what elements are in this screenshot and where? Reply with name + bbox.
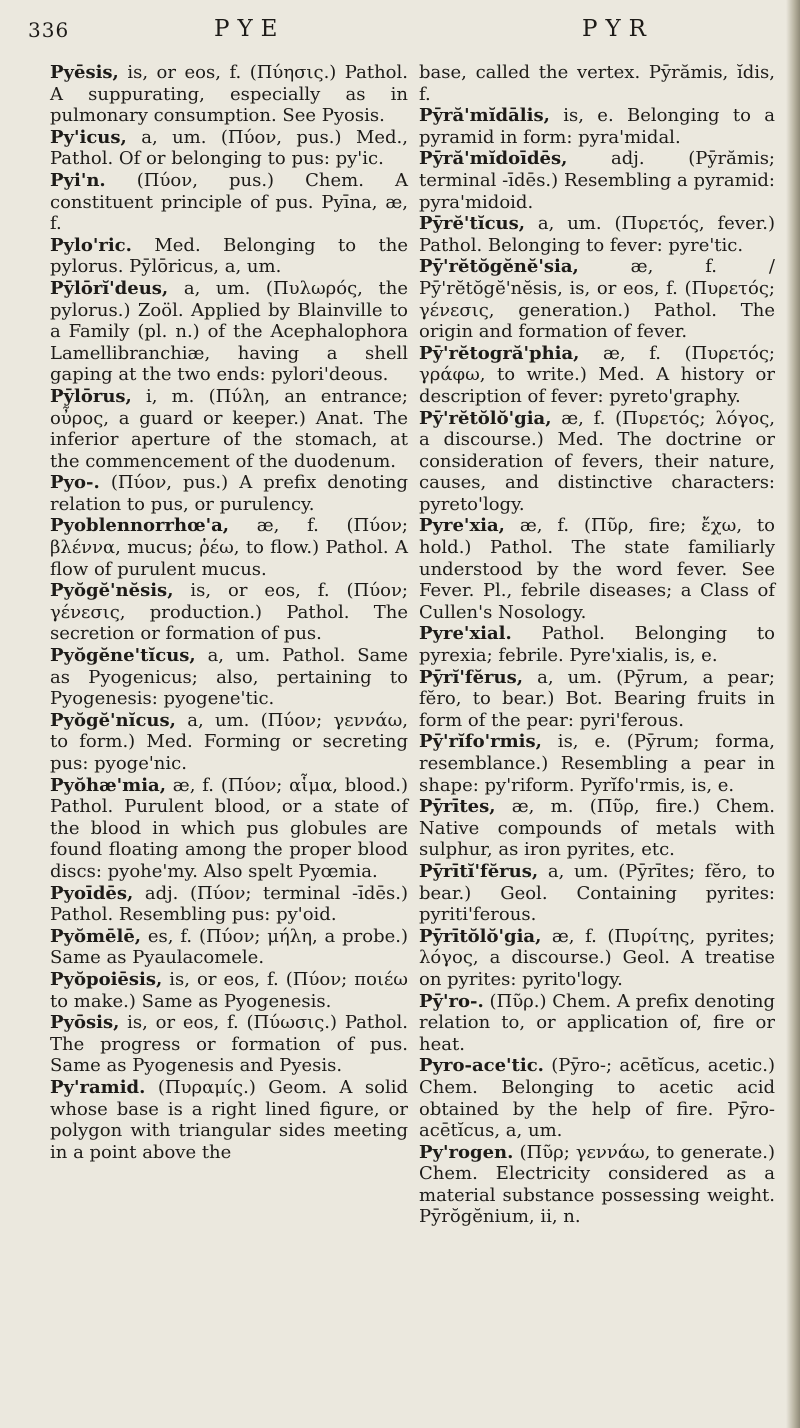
dictionary-entry — [50, 926, 408, 969]
entry-headword: Py'ramid. — [50, 1076, 146, 1098]
dictionary-entry — [419, 926, 775, 991]
entry-headword: Pȳrĕ'tĭcus, — [419, 213, 526, 235]
dictionary-entry — [419, 105, 775, 148]
dictionary-entry — [419, 1055, 775, 1141]
entry-definition: Pathol. Belonging to pyrexia; febrile. Pyre'xialis, is, e. — [419, 623, 775, 667]
dictionary-entry — [50, 170, 408, 235]
dictionary-entry — [50, 235, 408, 278]
entry-definition: base, called the vertex. Pȳrămis, ĭdis, f. — [419, 62, 775, 105]
dictionary-entry — [50, 278, 408, 386]
entry-definition: a, um. (Πυρετός, fever.) Pathol. Belonging to fever: pyre'tic. — [419, 213, 775, 256]
entry-headword: Pyo-. — [50, 472, 100, 494]
entry-definition: æ, m. (Πῦρ, fire.) Chem. Native compounds of metals with sulphur, as iron pyrites, etc. — [419, 796, 775, 861]
entry-headword: Py'icus, — [50, 126, 127, 148]
entry-definition: (Πύον, pus.) A prefix denoting relation to pus, or purulency. — [50, 472, 408, 515]
dictionary-entry — [419, 148, 775, 213]
entry-headword: Pyi'n. — [50, 169, 106, 191]
dictionary-entry — [50, 883, 408, 926]
dictionary-entry — [50, 710, 408, 775]
entry-definition: æ, f. / Pȳ'rĕtŏgĕ'nĕsis, is, or eos, f. (Πυρετός; γένεσις, generation.) Pathol. The origin and formation of fever. — [419, 256, 775, 343]
right-column — [419, 62, 775, 1228]
entry-headword: Pylo'ric. — [50, 234, 132, 256]
entry-definition: a, um. Pathol. Same as Pyogenicus; also, pertaining to Pyogenesis: pyogene'tic. — [50, 645, 408, 710]
entry-definition: is, e. Belonging to a pyramid in form: pyra'midal. — [419, 105, 775, 148]
entry-definition: es, f. (Πύον; μήλη, a probe.) Same as Pyaulacomele. — [50, 925, 408, 969]
entry-headword: Pȳră'mĭdālis, — [419, 105, 550, 127]
entry-headword: Pȳ'ro-. — [419, 990, 484, 1012]
entry-definition: (Πύον, pus.) Chem. A constituent principle of pus. Pyīna, æ, f. — [50, 169, 408, 235]
entry-definition: is, e. (Pȳrum; forma, resemblance.) Resembling a pear in shape: py'riform. Pyrĭfo'rmis, is, e. — [419, 731, 775, 796]
entry-definition: (Πυραμίς.) Geom. A solid whose base is a right lined figure, or polygon with triangular sides meeting in a point above the — [50, 1076, 408, 1163]
entry-definition: a, um. (Πύον; γεννάω, to form.) Med. Forming or secreting pus: pyoge'nic. — [50, 709, 408, 774]
entry-definition: æ, f. (Πῦρ, fire; ἔχω, to hold.) Pathol. The state familiarly understood by the word fever. See Fever. Pl., febrile diseases; a Class of Cullen's Nosology. — [419, 515, 775, 623]
entry-headword: Pȳ'rĕtŏgĕnĕ'sia, — [419, 256, 579, 278]
entry-definition: a, um. (Πύον, pus.) Med., Pathol. Of or belonging to pus: py'ic. — [50, 126, 408, 170]
dictionary-entry — [50, 775, 408, 883]
entry-definition: a, um. (Pȳrītes; fĕro, to bear.) Geol. Containing pyrites: pyriti'ferous. — [419, 860, 775, 926]
dictionary-entry — [419, 796, 775, 861]
dictionary-entry — [419, 731, 775, 796]
entry-definition: (Pȳro-; acētĭcus, acetic.) Chem. Belonging to acetic acid obtained by the help of fire. Pȳro-acētĭcus, a, um. — [419, 1055, 775, 1142]
page-number: 336 — [28, 18, 70, 42]
dictionary-entry — [419, 623, 775, 666]
entry-headword: Pȳrĭ'fĕrus, — [419, 666, 523, 688]
dictionary-entry — [50, 580, 408, 645]
entry-headword: Py'rogen. — [419, 1141, 514, 1163]
dictionary-entry — [419, 861, 775, 926]
entry-definition: æ, f. (Πύον; αἷμα, blood.) Pathol. Purulent blood, or a state of the blood in which pus globules are found floating among the proper blood discs: pyohe'my. Also spelt Pyœmia. — [50, 774, 408, 882]
running-head-right: PYR — [582, 16, 654, 42]
entry-headword: Pȳ'rĭfo'rmis, — [419, 731, 542, 753]
entry-definition: a, um. (Pȳrum, a pear; fĕro, to bear.) Bot. Bearing fruits in form of the pear: pyri'ferous. — [419, 666, 775, 731]
entry-definition: (Πῦρ.) Chem. A prefix denoting relation to, or application of, fire or heat. — [419, 990, 775, 1055]
entry-definition: is, or eos, f. (Πύησις.) Pathol. A suppurating, especially as in pulmonary consumption. See Pyosis. — [50, 62, 408, 127]
entry-headword: Pyŏgĕ'nĕsis, — [50, 580, 174, 602]
dictionary-entry — [50, 515, 408, 580]
entry-definition: Med. Belonging to the pylorus. Pȳlōricus, a, um. — [50, 234, 408, 278]
entry-headword: Pyēsis, — [50, 62, 119, 83]
dictionary-entry — [50, 472, 408, 515]
entry-definition: i, m. (Πύλη, an entrance; οὖρος, a guard or keeper.) Anat. The inferior aperture of the stomach, at the commencement of the duodenum. — [50, 385, 408, 472]
entry-headword: Pȳ'rĕtŏlŏ'gia, — [419, 407, 552, 429]
entry-headword: Pyŏgĕne'tĭcus, — [50, 645, 196, 667]
dictionary-entry — [50, 127, 408, 170]
entry-headword: Pȳrītes, — [419, 796, 496, 818]
entry-headword: Pyŏgĕ'nĭcus, — [50, 709, 176, 731]
entry-headword: Pyoblennorrhœ'a, — [50, 515, 230, 537]
entry-headword: Pyre'xia, — [419, 515, 505, 537]
entry-headword: Pȳrītŏlŏ'gia, — [419, 925, 542, 947]
entry-headword: Pyōsis, — [50, 1012, 120, 1034]
entry-definition: æ, f. (Πυρετός; λόγος, a discourse.) Med. The doctrine or consideration of fevers, their nature, causes, and distinctive characters: pyreto'logy. — [419, 407, 775, 515]
entry-definition: (Πῦρ; γεννάω, to generate.) Chem. Electricity considered as a material substance possessing weight. Pȳrŏgĕnium, ii, n. — [419, 1141, 775, 1228]
entry-headword: Pyŏmēlē, — [50, 925, 142, 947]
dictionary-entry — [419, 256, 775, 342]
entry-definition: is, or eos, f. (Πύον; ποιέω to make.) Same as Pyogenesis. — [50, 968, 408, 1012]
dictionary-entry — [50, 1077, 408, 1163]
dictionary-entry — [419, 408, 775, 516]
entry-headword: Pyoīdēs, — [50, 882, 134, 904]
dictionary-entry — [419, 343, 775, 408]
entry-definition: æ, f. (Πύον; βλέννα, mucus; ῥέω, to flow.) Pathol. A flow of purulent mucus. — [50, 515, 408, 580]
entry-definition: is, or eos, f. (Πύωσις.) Pathol. The progress or formation of pus. Same as Pyogenesis and Pyesis. — [50, 1012, 408, 1077]
dictionary-entry — [50, 645, 408, 710]
entry-definition: is, or eos, f. (Πύον; γένεσις, production.) Pathol. The secretion or formation of pus. — [50, 580, 408, 645]
page-binding-edge — [786, 0, 800, 1428]
entry-headword: Pyro-ace'tic. — [419, 1055, 544, 1077]
running-head-left: PYE — [214, 16, 286, 42]
entry-headword: Pȳ'rĕtogră'phia, — [419, 342, 580, 364]
entry-headword: Pȳrītĭ'fĕrus, — [419, 860, 539, 882]
dictionary-entry — [419, 667, 775, 732]
entry-headword: Pȳră'mĭdoīdēs, — [419, 148, 568, 170]
entry-headword: Pyŏpoiēsis, — [50, 968, 163, 990]
dictionary-entry — [419, 1142, 775, 1228]
entry-headword: Pyŏhæ'mia, — [50, 774, 166, 796]
entry-headword: Pyre'xial. — [419, 623, 512, 645]
dictionary-entry — [419, 515, 775, 623]
entry-definition: æ, f. (Πυρίτης, pyrites; λόγος, a discourse.) Geol. A treatise on pyrites: pyrito'logy. — [419, 925, 775, 990]
running-header — [0, 14, 800, 54]
left-column — [50, 62, 408, 1163]
entry-definition: æ, f. (Πυρετός; γράφω, to write.) Med. A history or description of fever: pyreto'graphy. — [419, 342, 775, 407]
dictionary-entry — [50, 1012, 408, 1077]
entry-definition: adj. (Pȳrămis; terminal -īdēs.) Resembling a pyramid: pyra'midoid. — [419, 148, 775, 213]
dictionary-entry — [50, 62, 408, 127]
dictionary-entry — [50, 386, 408, 472]
dictionary-entry — [50, 969, 408, 1012]
dictionary-entry — [419, 991, 775, 1056]
entry-headword: Pȳlōrus, — [50, 385, 132, 407]
entry-definition: adj. (Πύον; terminal -īdēs.) Pathol. Resembling pus: py'oid. — [50, 882, 408, 926]
dictionary-entry — [419, 62, 775, 105]
entry-definition: a, um. (Πυλωρός, the pylorus.) Zoöl. Applied by Blainville to a Family (pl. n.) of the Acephalophora Lamellibranchiæ, having a shell gaping at the two ends: pylori'deous. — [50, 277, 408, 386]
dictionary-entry — [419, 213, 775, 256]
entry-headword: Pȳlōrĭ'deus, — [50, 277, 169, 299]
